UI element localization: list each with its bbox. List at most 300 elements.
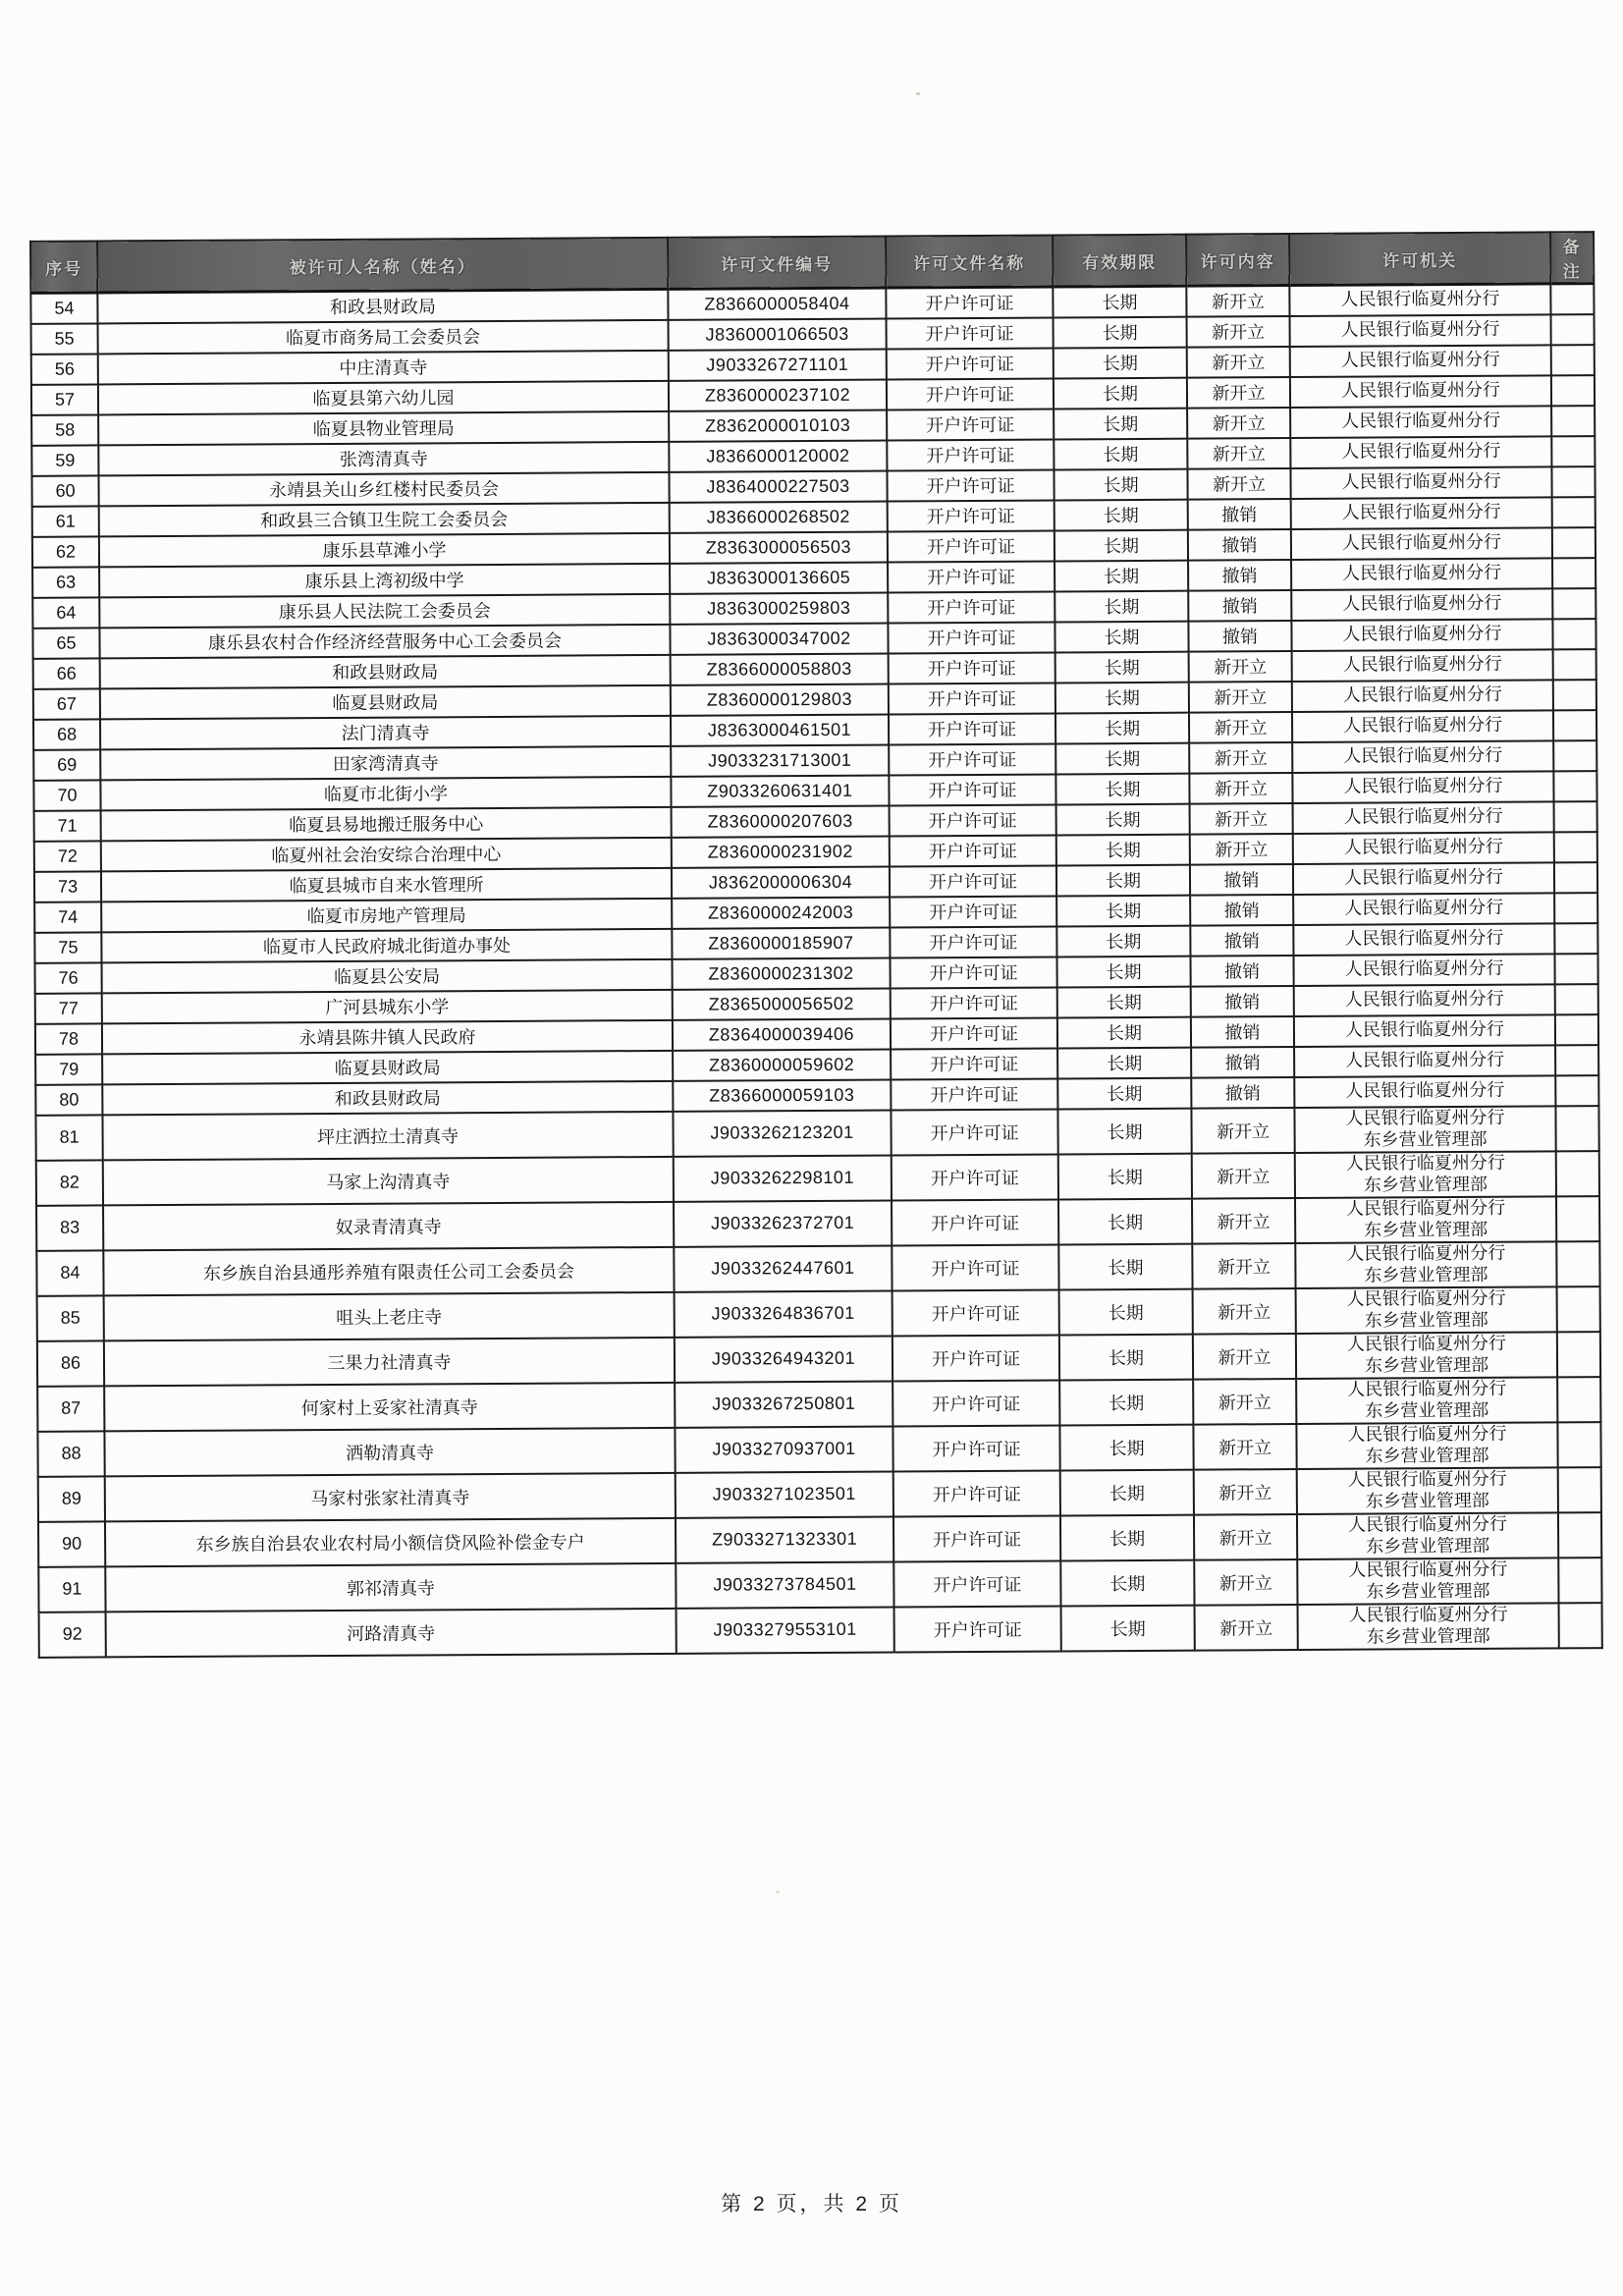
cell-validity-period: 长期 [1055, 682, 1189, 713]
cell-document-name: 开户许可证 [888, 561, 1055, 592]
cell-validity-period: 长期 [1057, 1016, 1191, 1048]
cell-licensee-name: 康乐县草滩小学 [99, 532, 670, 567]
authority-line: 人民银行临夏州分行 [1348, 1604, 1508, 1625]
cell-validity-period: 长期 [1060, 1469, 1194, 1515]
cell-permit-content: 撤销 [1190, 895, 1293, 926]
cell-remark [1555, 1014, 1598, 1045]
cell-remark [1554, 923, 1597, 954]
authority-line: 人民银行临夏州分行 [1343, 775, 1503, 796]
authority-line: 人民银行临夏州分行 [1347, 1423, 1507, 1445]
cell-document-name: 开户许可证 [888, 500, 1055, 531]
authority-line: 人民银行临夏州分行 [1345, 1079, 1505, 1101]
table-row [39, 1603, 1602, 1658]
cell-document-name: 开户许可证 [890, 957, 1056, 988]
cell-document-number: J9033279553101 [676, 1607, 894, 1653]
cell-licensee-name: 中庄清真寺 [98, 350, 669, 384]
cell-permit-content: 新开立 [1192, 1243, 1295, 1289]
page-indicator: 第 2 页，共 2 页 [721, 2193, 902, 2215]
cell-remark [1555, 1045, 1598, 1075]
cell-remark [1553, 771, 1596, 801]
cell-remark [1554, 801, 1597, 832]
cell-remark [1556, 1151, 1599, 1196]
cell-document-name: 开户许可证 [894, 1606, 1061, 1652]
cell-document-number: J9033262372701 [674, 1200, 892, 1246]
cell-document-number: J8363000259803 [670, 592, 888, 624]
cell-serial-number: 58 [31, 414, 98, 445]
authority-line: 东乡营业管理部 [1365, 1490, 1489, 1511]
cell-validity-period: 长期 [1059, 1424, 1193, 1470]
authority-line: 人民银行临夏州分行 [1340, 379, 1501, 401]
cell-permit-content: 新开立 [1189, 682, 1292, 713]
cell-serial-number: 57 [31, 384, 98, 414]
cell-serial-number: 78 [35, 1023, 102, 1054]
cell-document-name: 开户许可证 [892, 1244, 1058, 1290]
cell-validity-period: 长期 [1059, 1334, 1193, 1380]
cell-permit-content: 撤销 [1190, 864, 1293, 896]
cell-document-name: 开户许可证 [889, 713, 1055, 744]
cell-licensee-name: 永靖县关山乡红楼村民委员会 [98, 471, 669, 506]
cell-remark [1559, 1603, 1602, 1648]
cell-remark [1550, 284, 1594, 314]
cell-licensee-name: 临夏县财政局 [100, 684, 671, 719]
cell-remark [1553, 710, 1596, 740]
cell-remark [1557, 1422, 1600, 1467]
cell-permit-authority [1295, 1241, 1556, 1288]
cell-validity-period: 长期 [1057, 1077, 1191, 1109]
authority-line: 东乡营业管理部 [1366, 1580, 1490, 1602]
cell-permit-authority [1293, 923, 1554, 956]
authority-line: 人民银行临夏州分行 [1342, 653, 1502, 675]
cell-licensee-name: 临夏市房地产管理局 [101, 898, 672, 932]
cell-permit-content: 新开立 [1195, 1605, 1298, 1651]
cell-licensee-name: 临夏市北街小学 [100, 776, 671, 810]
cell-document-number: Z8360000237102 [669, 379, 887, 410]
cell-permit-content: 撤销 [1188, 590, 1291, 622]
cell-document-number: Z9033260631401 [671, 775, 889, 806]
cell-permit-authority [1294, 1045, 1555, 1077]
cell-document-name: 开户许可证 [891, 1109, 1057, 1155]
cell-validity-period: 长期 [1061, 1605, 1195, 1651]
authority-line: 人民银行临夏州分行 [1346, 1197, 1506, 1219]
cell-permit-content: 新开立 [1187, 438, 1290, 469]
authority-line: 人民银行临夏州分行 [1348, 1558, 1508, 1580]
table-body [30, 284, 1601, 1658]
cell-remark [1558, 1558, 1601, 1603]
cell-licensee-name: 马家上沟清真寺 [103, 1156, 674, 1205]
cell-document-name: 开户许可证 [891, 1078, 1057, 1110]
cell-validity-period: 长期 [1056, 803, 1190, 835]
cell-licensee-name: 康乐县农村合作经济经营服务中心工会委员会 [99, 624, 670, 658]
cell-serial-number: 71 [34, 810, 101, 841]
cell-validity-period: 长期 [1059, 1288, 1193, 1335]
cell-permit-content: 新开立 [1194, 1559, 1297, 1606]
cell-remark [1553, 740, 1596, 771]
cell-document-name: 开户许可证 [893, 1380, 1059, 1426]
authority-line: 人民银行临夏州分行 [1340, 318, 1500, 340]
authority-line: 东乡营业管理部 [1365, 1445, 1489, 1466]
cell-validity-period: 长期 [1054, 347, 1187, 378]
cell-permit-authority [1290, 466, 1551, 499]
cell-permit-authority [1290, 406, 1551, 438]
cell-document-number: J8363000461501 [671, 714, 889, 745]
cell-permit-content: 新开立 [1187, 347, 1290, 378]
cell-permit-authority [1296, 1332, 1557, 1379]
cell-document-name: 开户许可证 [891, 1048, 1057, 1079]
authority-line: 人民银行临夏州分行 [1342, 683, 1502, 705]
cell-permit-authority [1290, 314, 1551, 347]
authority-line: 人民银行临夏州分行 [1343, 836, 1503, 857]
authority-line: 人民银行临夏州分行 [1344, 927, 1504, 949]
cell-document-number: Z8360000059602 [673, 1049, 891, 1080]
cell-permit-authority [1293, 832, 1554, 864]
cell-document-name: 开户许可证 [892, 1154, 1058, 1200]
cell-document-number: J8363000136605 [670, 562, 888, 593]
authority-line: 人民银行临夏州分行 [1346, 1287, 1506, 1309]
column-header-authority: 许可机关 [1289, 232, 1550, 285]
cell-permit-authority [1290, 436, 1551, 468]
authority-line: 人民银行临夏州分行 [1343, 866, 1504, 888]
cell-serial-number: 61 [32, 506, 99, 536]
cell-validity-period: 长期 [1055, 712, 1189, 743]
cell-validity-period: 长期 [1055, 742, 1189, 774]
cell-document-name: 开户许可证 [887, 409, 1054, 440]
cell-permit-authority [1292, 771, 1553, 803]
authority-line: 东乡营业管理部 [1364, 1219, 1488, 1240]
cell-validity-period: 长期 [1055, 499, 1188, 530]
cell-validity-period: 长期 [1057, 986, 1191, 1017]
cell-validity-period: 长期 [1055, 560, 1188, 591]
cell-serial-number: 91 [38, 1566, 105, 1612]
cell-serial-number: 66 [33, 658, 100, 688]
cell-permit-content: 新开立 [1194, 1469, 1297, 1515]
cell-document-number: J8362000006304 [672, 866, 890, 898]
cell-permit-content: 撤销 [1191, 986, 1294, 1017]
cell-permit-authority [1295, 1196, 1556, 1243]
cell-remark [1554, 862, 1597, 893]
cell-document-name: 开户许可证 [893, 1425, 1059, 1471]
cell-permit-content: 新开立 [1189, 651, 1292, 683]
cell-permit-content: 新开立 [1187, 468, 1290, 500]
cell-permit-content: 新开立 [1187, 377, 1290, 409]
cell-validity-period: 长期 [1054, 468, 1187, 500]
cell-permit-content: 撤销 [1190, 925, 1293, 957]
authority-line: 人民银行临夏州分行 [1344, 897, 1504, 918]
cell-licensee-name: 临夏县公安局 [102, 958, 673, 993]
cell-validity-period: 长期 [1054, 408, 1187, 439]
cell-remark [1558, 1512, 1601, 1558]
authority-line: 人民银行临夏州分行 [1342, 714, 1503, 736]
cell-permit-content: 新开立 [1192, 1153, 1295, 1199]
cell-document-number: Z8362000010103 [669, 410, 887, 441]
cell-licensee-name: 咀头上老庄寺 [104, 1291, 675, 1340]
cell-licensee-name: 和政县三合镇卫生院工会委员会 [99, 502, 670, 536]
cell-document-name: 开户许可证 [888, 530, 1055, 562]
cell-licensee-name: 东乡族自治县通彤养殖有限责任公司工会委员会 [103, 1246, 674, 1295]
cell-serial-number: 72 [34, 841, 101, 871]
cell-permit-content: 撤销 [1188, 529, 1291, 561]
cell-serial-number: 83 [36, 1205, 103, 1250]
cell-remark [1555, 1075, 1598, 1106]
cell-permit-content: 撤销 [1188, 560, 1291, 591]
cell-validity-period: 长期 [1060, 1559, 1194, 1606]
authority-line: 人民银行临夏州分行 [1344, 988, 1504, 1010]
cell-remark [1551, 466, 1595, 497]
cell-permit-content: 新开立 [1191, 1108, 1294, 1154]
cell-document-number: J9033264943201 [675, 1336, 893, 1382]
cell-document-name: 开户许可证 [891, 1017, 1057, 1049]
cell-remark [1552, 527, 1596, 558]
cell-permit-content: 新开立 [1194, 1514, 1297, 1560]
cell-permit-authority [1292, 649, 1553, 682]
cell-document-number: J8366000120002 [669, 440, 887, 471]
cell-document-name: 开户许可证 [887, 317, 1054, 349]
authority-line: 人民银行临夏州分行 [1346, 1242, 1506, 1264]
cell-licensee-name: 临夏县易地搬迁服务中心 [101, 806, 672, 841]
authority-line: 人民银行临夏州分行 [1341, 410, 1501, 431]
cell-validity-period: 长期 [1054, 438, 1187, 469]
cell-permit-authority [1293, 954, 1554, 986]
cell-remark [1551, 345, 1595, 375]
cell-validity-period: 长期 [1057, 1047, 1191, 1078]
cell-licensee-name: 临夏市人民政府城北街道办事处 [101, 928, 672, 962]
cell-permit-authority [1293, 893, 1554, 925]
cell-validity-period: 长期 [1056, 864, 1190, 896]
cell-permit-authority [1289, 284, 1550, 316]
cell-document-name: 开户许可证 [893, 1560, 1060, 1607]
authority-line: 人民银行临夏州分行 [1346, 1333, 1506, 1354]
cell-serial-number: 77 [35, 993, 102, 1023]
authority-line: 人民银行临夏州分行 [1347, 1513, 1508, 1535]
column-header-no: 序号 [30, 241, 97, 293]
authority-line: 人民银行临夏州分行 [1344, 1018, 1505, 1040]
cell-validity-period: 长期 [1054, 377, 1187, 409]
authority-line: 东乡营业管理部 [1364, 1354, 1489, 1376]
cell-licensee-name: 三果力社清真寺 [104, 1337, 675, 1386]
cell-serial-number: 92 [39, 1612, 106, 1657]
cell-document-number: J8363000347002 [670, 623, 888, 654]
cell-document-name: 开户许可证 [887, 348, 1054, 379]
cell-permit-content: 新开立 [1187, 408, 1290, 439]
cell-licensee-name: 洒勒清真寺 [104, 1427, 675, 1476]
cell-validity-period: 长期 [1054, 316, 1187, 348]
cell-validity-period: 长期 [1057, 1108, 1191, 1154]
cell-licensee-name: 康乐县上湾初级中学 [99, 563, 670, 597]
cell-serial-number: 65 [32, 628, 99, 658]
cell-document-name: 开户许可证 [890, 804, 1056, 836]
authority-line: 人民银行临夏州分行 [1345, 1049, 1505, 1070]
cell-serial-number: 84 [36, 1250, 103, 1295]
cell-document-name: 开户许可证 [887, 469, 1054, 501]
authority-line: 东乡营业管理部 [1364, 1309, 1488, 1331]
cell-remark [1552, 619, 1596, 649]
cell-licensee-name: 永靖县陈井镇人民政府 [102, 1019, 673, 1054]
authority-line: 人民银行临夏州分行 [1345, 1152, 1505, 1174]
cell-document-number: Z8366000058803 [671, 653, 889, 684]
cell-licensee-name: 和政县财政局 [97, 289, 668, 323]
cell-document-number: Z8366000059103 [673, 1079, 891, 1111]
cell-serial-number: 75 [34, 932, 101, 962]
cell-remark [1551, 406, 1595, 436]
cell-remark [1557, 1332, 1600, 1377]
cell-document-name: 开户许可证 [888, 622, 1055, 653]
cell-validity-period: 长期 [1056, 925, 1190, 957]
cell-serial-number: 90 [38, 1521, 105, 1566]
cell-permit-content: 新开立 [1193, 1379, 1296, 1425]
authority-line: 人民银行临夏州分行 [1343, 744, 1503, 766]
cell-permit-authority [1298, 1603, 1559, 1650]
authority-line: 东乡营业管理部 [1363, 1128, 1488, 1150]
cell-serial-number: 69 [33, 749, 100, 780]
header-row [30, 232, 1594, 293]
cell-serial-number: 89 [38, 1476, 105, 1521]
cell-validity-period: 长期 [1055, 590, 1188, 622]
cell-document-number: Z8360000129803 [671, 683, 889, 715]
authority-line: 人民银行临夏州分行 [1340, 289, 1500, 310]
cell-document-name: 开户许可证 [890, 926, 1056, 957]
cell-licensee-name: 坪庄洒拉土清真寺 [102, 1111, 673, 1160]
cell-remark [1553, 680, 1596, 710]
cell-validity-period: 长期 [1056, 834, 1190, 865]
cell-permit-content: 撤销 [1188, 621, 1291, 652]
cell-document-number: J9033262447601 [674, 1245, 892, 1291]
authority-line: 东乡营业管理部 [1366, 1535, 1490, 1557]
cell-remark [1557, 1286, 1600, 1332]
cell-document-name: 开户许可证 [888, 591, 1055, 623]
cell-document-name: 开户许可证 [889, 774, 1055, 805]
cell-permit-authority [1294, 1106, 1555, 1153]
authority-line: 人民银行临夏州分行 [1342, 592, 1502, 614]
cell-serial-number: 74 [34, 902, 101, 932]
cell-serial-number: 68 [33, 719, 100, 749]
cell-remark [1556, 1241, 1599, 1286]
cell-permit-content: 新开立 [1190, 803, 1293, 835]
cell-serial-number: 80 [35, 1084, 102, 1115]
column-header-name: 被许可人名称（姓名） [97, 238, 668, 293]
cell-remark [1556, 1196, 1599, 1241]
cell-permit-authority [1291, 588, 1552, 621]
cell-document-number: J9033262298101 [674, 1155, 892, 1201]
cell-permit-authority [1291, 558, 1552, 590]
cell-document-name: 开户许可证 [887, 378, 1054, 410]
cell-document-name: 开户许可证 [889, 683, 1055, 714]
cell-permit-content: 新开立 [1187, 316, 1290, 348]
cell-document-name: 开户许可证 [890, 835, 1056, 866]
cell-permit-content: 新开立 [1186, 286, 1289, 317]
cell-serial-number: 73 [34, 871, 101, 902]
cell-permit-content: 新开立 [1193, 1334, 1296, 1380]
authority-line: 人民银行临夏州分行 [1344, 957, 1504, 979]
cell-permit-authority [1295, 1151, 1556, 1198]
cell-document-number: J9033273784501 [676, 1561, 893, 1608]
cell-permit-content: 新开立 [1189, 742, 1292, 774]
cell-licensee-name: 临夏县第六幼儿园 [98, 380, 669, 414]
cell-serial-number: 54 [30, 293, 97, 323]
cell-permit-content: 撤销 [1190, 956, 1293, 987]
authority-line: 东乡营业管理部 [1366, 1625, 1490, 1647]
cell-document-name: 开户许可证 [893, 1335, 1059, 1381]
cell-validity-period: 长期 [1055, 529, 1188, 561]
cell-serial-number: 79 [35, 1054, 102, 1084]
cell-document-name: 开户许可证 [892, 1199, 1058, 1245]
cell-document-number: Z8363000056503 [670, 531, 888, 563]
cell-permit-content: 新开立 [1193, 1288, 1296, 1335]
cell-remark [1551, 436, 1595, 466]
cell-licensee-name: 田家湾清真寺 [100, 745, 671, 780]
cell-validity-period: 长期 [1058, 1243, 1192, 1289]
authority-line: 人民银行临夏州分行 [1347, 1378, 1507, 1399]
cell-document-number: Z8360000231902 [672, 836, 890, 867]
cell-permit-authority [1291, 619, 1552, 651]
cell-document-number: Z8366000058404 [668, 288, 886, 319]
cell-validity-period: 长期 [1056, 895, 1190, 926]
cell-document-name: 开户许可证 [890, 865, 1056, 897]
cell-remark [1558, 1467, 1601, 1512]
authority-line: 人民银行临夏州分行 [1341, 501, 1501, 522]
cell-licensee-name: 郭祁清真寺 [105, 1562, 676, 1612]
cell-permit-content: 撤销 [1188, 499, 1291, 530]
cell-licensee-name: 临夏县财政局 [102, 1050, 673, 1084]
column-header-validity: 有效期限 [1053, 235, 1186, 287]
authority-line: 人民银行临夏州分行 [1341, 440, 1501, 462]
cell-permit-authority [1296, 1422, 1557, 1469]
cell-licensee-name: 和政县财政局 [102, 1080, 673, 1115]
cell-document-name: 开户许可证 [887, 439, 1054, 470]
cell-document-number: J9033262123201 [673, 1110, 891, 1156]
cell-document-number: J9033270937001 [675, 1426, 893, 1472]
cell-permit-content: 新开立 [1189, 712, 1292, 743]
cell-validity-period: 长期 [1053, 286, 1186, 317]
authority-line: 人民银行临夏州分行 [1342, 623, 1502, 644]
cell-licensee-name: 东乡族自治县农业农村局小额信贷风险补偿金专户 [105, 1517, 676, 1566]
cell-document-number: Z9033271323301 [676, 1516, 893, 1562]
cell-permit-content: 撤销 [1191, 1047, 1294, 1078]
authority-line: 人民银行临夏州分行 [1341, 470, 1501, 492]
cell-remark [1554, 954, 1597, 984]
cell-permit-authority [1296, 1377, 1557, 1424]
cell-document-name: 开户许可证 [893, 1289, 1059, 1336]
cell-document-number: Z8360000242003 [672, 897, 890, 928]
cell-permit-authority [1293, 801, 1554, 834]
cell-licensee-name: 张湾清真寺 [98, 441, 669, 475]
cell-validity-period: 长期 [1056, 956, 1190, 987]
cell-serial-number: 87 [37, 1386, 104, 1431]
cell-licensee-name: 和政县财政局 [100, 654, 671, 688]
cell-remark [1557, 1377, 1600, 1422]
cell-document-number: Z8365000056502 [673, 988, 891, 1019]
cell-document-name: 开户许可证 [890, 896, 1056, 927]
cell-permit-authority [1297, 1558, 1558, 1605]
cell-document-number: Z8360000185907 [672, 927, 890, 958]
cell-permit-authority [1294, 1075, 1555, 1108]
cell-permit-authority [1290, 345, 1551, 377]
cell-serial-number: 86 [37, 1340, 104, 1386]
cell-validity-period: 长期 [1058, 1198, 1192, 1244]
cell-serial-number: 59 [31, 445, 98, 475]
cell-document-name: 开户许可证 [889, 652, 1055, 683]
cell-document-number: Z8360000231302 [672, 957, 890, 989]
cell-document-number: J8360001066503 [669, 318, 887, 350]
authority-line: 人民银行临夏州分行 [1341, 531, 1501, 553]
cell-permit-content: 新开立 [1192, 1198, 1295, 1244]
cell-remark [1555, 984, 1598, 1014]
cell-document-name: 开户许可证 [893, 1470, 1060, 1516]
cell-validity-period: 长期 [1059, 1379, 1193, 1425]
cell-remark [1553, 649, 1596, 680]
cell-permit-authority [1292, 710, 1553, 742]
cell-document-name: 开户许可证 [893, 1515, 1060, 1561]
cell-serial-number: 64 [32, 597, 99, 628]
cell-serial-number: 70 [33, 780, 100, 810]
